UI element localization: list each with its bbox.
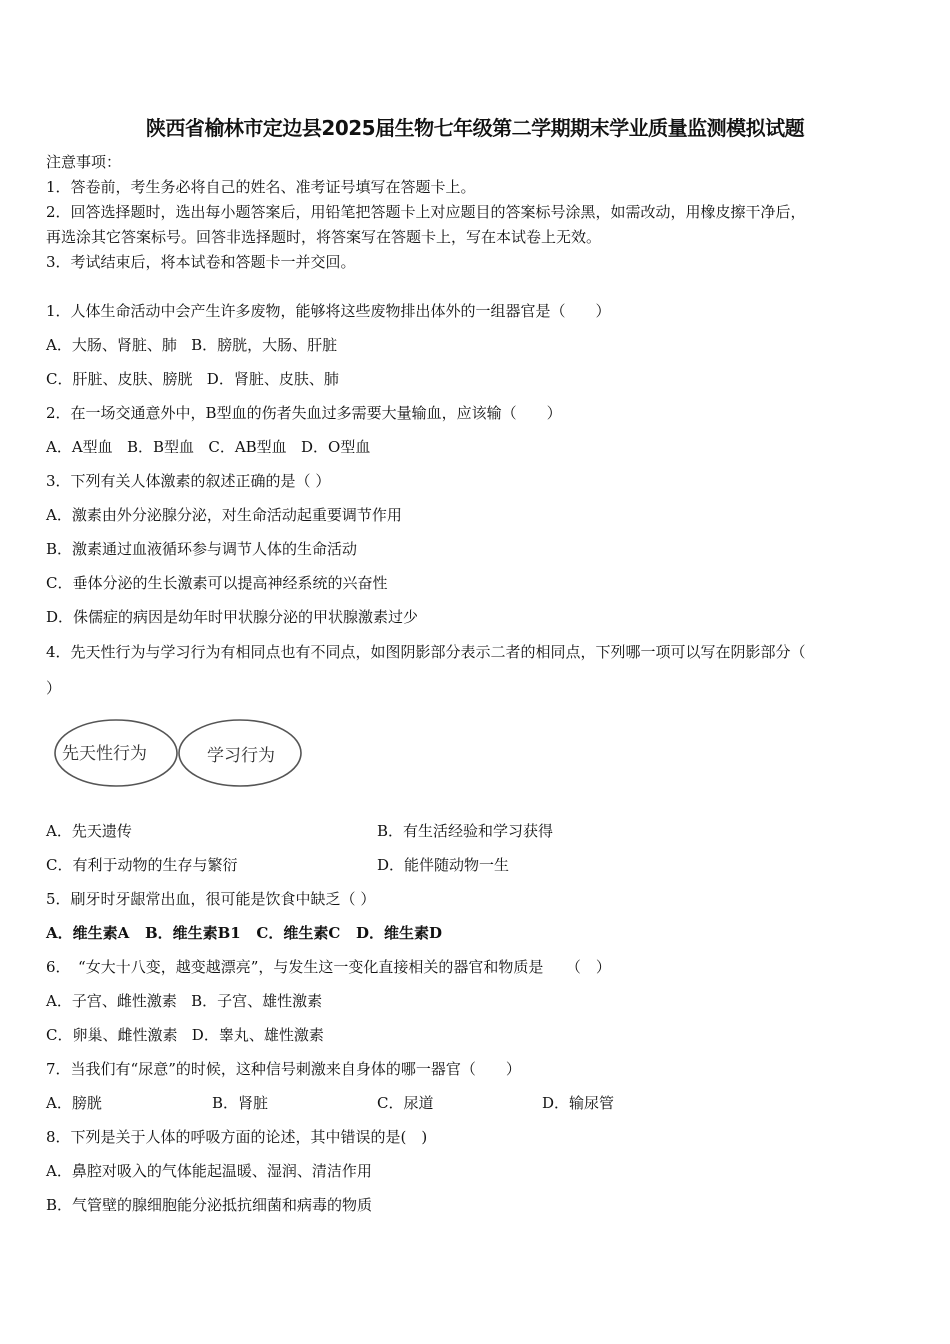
option[interactable]: B．子宫、雄性激素 [191, 992, 323, 1010]
option-row [46, 335, 337, 355]
option-row [46, 991, 322, 1011]
option[interactable]: A．大肠、肾脏、肺 [46, 336, 177, 354]
option[interactable]: D．睾丸、雄性激素 [191, 1026, 324, 1044]
option[interactable]: A．先天遗传 [46, 822, 132, 840]
option[interactable]: B．膀胱，大肠、肝脏 [191, 336, 338, 354]
venn-diagram [50, 716, 308, 794]
question-stem-continued: ） [46, 679, 62, 697]
question-stem: 5．刷牙时牙龈常出血，很可能是饮食中缺乏（ ） [46, 890, 376, 908]
page-title: 陕西省榆林市定边县2025届生物七年级第二学期期末学业质量监测模拟试题 [145, 116, 805, 140]
option[interactable]: C．卵巢、雌性激素 [46, 1026, 178, 1044]
venn-left-label: 先天性行为 [62, 744, 147, 764]
notice-heading: 注意事项： [46, 153, 122, 171]
notice-item: 1．答卷前，考生务必将自己的姓名、准考证号填写在答题卡上。 [46, 178, 476, 196]
option[interactable]: A．膀胱 [46, 1094, 102, 1112]
option[interactable]: A．维生素A [46, 924, 130, 942]
option[interactable]: A．激素由外分泌腺分泌，对生命活动起重要调节作用 [46, 506, 402, 524]
question-stem: 2．在一场交通意外中，B型血的伤者失血过多需要大量输血，应该输（ ） [46, 404, 562, 422]
notice-item: 再选涂其它答案标号。回答非选择题时，将答案写在答题卡上，写在本试卷上无效。 [46, 228, 602, 246]
option[interactable]: B．有生活经验和学习获得 [377, 822, 554, 840]
option-row [46, 1025, 324, 1045]
option[interactable]: D．O型血 [301, 438, 371, 456]
option[interactable]: D．肾脏、皮肤、肺 [206, 370, 339, 388]
question-stem: 4．先天性行为与学习行为有相同点也有不同点，如图阴影部分表示二者的相同点，下列哪一项可以写在阴影部分（ [46, 643, 806, 661]
option[interactable]: D．输尿管 [542, 1094, 615, 1112]
option[interactable]: B．气管壁的腺细胞能分泌抵抗细菌和病毒的物质 [46, 1196, 373, 1214]
option[interactable]: D．侏儒症的病因是幼年时甲状腺分泌的甲状腺激素过少 [46, 608, 419, 626]
option[interactable]: B．B型血 [126, 438, 195, 456]
option[interactable]: B．激素通过血液循环参与调节人体的生命活动 [46, 540, 358, 558]
option-row [46, 923, 442, 943]
option[interactable]: C．维生素C [256, 924, 341, 942]
option[interactable]: A．子宫、雌性激素 [46, 992, 177, 1010]
notice-item: 3．考试结束后，将本试卷和答题卡一并交回。 [46, 253, 356, 271]
option[interactable]: C．肝脏、皮肤、膀胱 [46, 370, 193, 388]
question-stem: 6． “女大十八变，越变越漂亮”，与发生这一变化直接相关的器官和物质是 （ ） [46, 958, 611, 976]
question-stem: 3．下列有关人体激素的叙述正确的是（ ） [46, 472, 331, 490]
option-row [46, 437, 370, 457]
venn-right-label: 学习行为 [207, 746, 275, 766]
option[interactable]: D．能伴随动物一生 [377, 856, 510, 874]
option[interactable]: C．AB型血 [208, 438, 287, 456]
notice-item: 2．回答选择题时，选出每小题答案后，用铅笔把答题卡上对应题目的答案标号涂黑，如需改动，用橡皮擦干净后， [46, 203, 806, 221]
option[interactable]: C．垂体分泌的生长激素可以提高神经系统的兴奋性 [46, 574, 388, 592]
option-row [46, 369, 339, 389]
option[interactable]: B．维生素B1 [144, 924, 241, 942]
option[interactable]: D．维生素D [355, 924, 443, 942]
option[interactable]: C．尿道 [377, 1094, 434, 1112]
question-stem: 8．下列是关于人体的呼吸方面的论述，其中错误的是( ) [46, 1128, 428, 1146]
question-stem: 7．当我们有“尿意”的时候，这种信号刺激来自身体的哪一器官（ ） [46, 1060, 521, 1078]
option[interactable]: A．鼻腔对吸入的气体能起温暖、湿润、清洁作用 [46, 1162, 372, 1180]
option[interactable]: B．肾脏 [212, 1094, 269, 1112]
option[interactable]: A．A型血 [46, 438, 113, 456]
question-stem: 1．人体生命活动中会产生许多废物，能够将这些废物排出体外的一组器官是（ ） [46, 302, 611, 320]
option[interactable]: C．有利于动物的生存与繁衍 [46, 856, 238, 874]
